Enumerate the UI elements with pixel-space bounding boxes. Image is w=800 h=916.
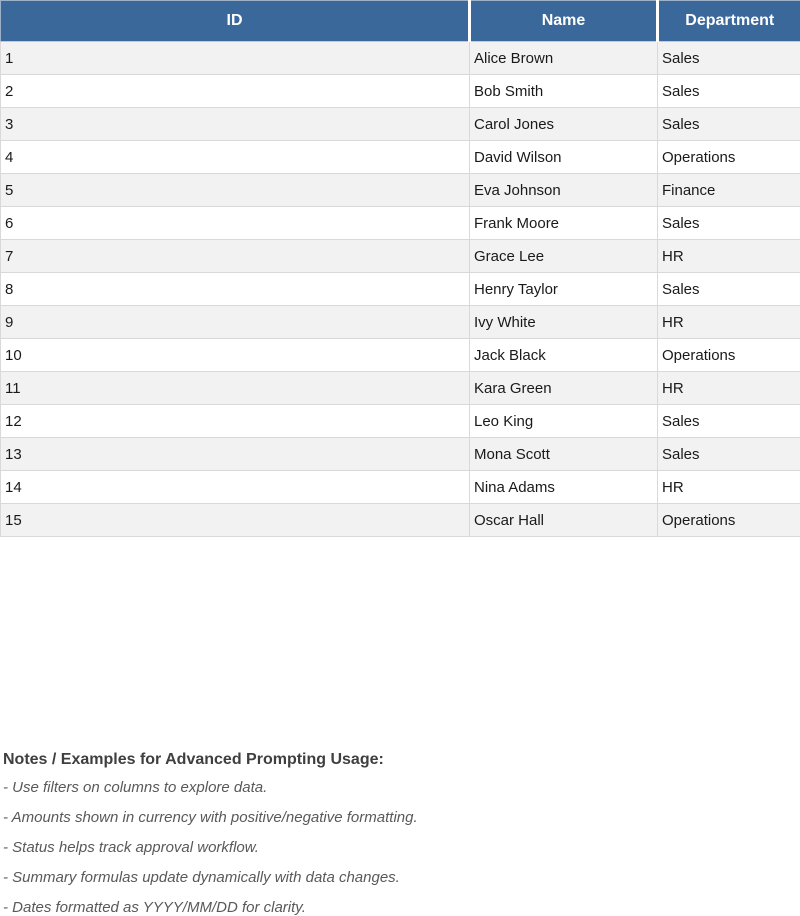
table-row [1,108,800,141]
table-row [1,306,800,339]
cell-department[interactable]: Sales [658,438,800,471]
table-header [1,1,800,42]
table-row [1,75,800,108]
cell-name[interactable]: Jack Black [470,339,658,372]
header-row [1,1,800,42]
notes-section [0,750,800,916]
cell-name[interactable]: Eva Johnson [470,174,658,207]
table-row [1,504,800,537]
cell-name[interactable]: Mona Scott [470,438,658,471]
cell-name[interactable]: Nina Adams [470,471,658,504]
cell-name[interactable]: Leo King [470,405,658,438]
cell-department[interactable]: Sales [658,42,800,75]
cell-department[interactable]: Sales [658,405,800,438]
table-row [1,438,800,471]
table-row [1,207,800,240]
cell-department[interactable]: HR [658,306,800,339]
cell-department[interactable]: Finance [658,174,800,207]
cell-id[interactable]: 10 [1,339,470,372]
note-line: - Status helps track approval workflow. [3,839,259,856]
cell-department[interactable]: Sales [658,207,800,240]
note-line: - Summary formulas update dynamically with data changes. [3,869,400,886]
table-body [1,42,800,537]
table-row [1,240,800,273]
cell-name[interactable]: Grace Lee [470,240,658,273]
cell-id[interactable]: 2 [1,75,470,108]
table-row [1,273,800,306]
notes-heading: Notes / Examples for Advanced Prompting Usage: [3,751,384,768]
cell-department[interactable]: Sales [658,108,800,141]
cell-id[interactable]: 12 [1,405,470,438]
cell-id[interactable]: 3 [1,108,470,141]
cell-id[interactable]: 13 [1,438,470,471]
column-header-name[interactable]: Name [470,1,658,42]
cell-department[interactable]: HR [658,471,800,504]
cell-department[interactable]: Operations [658,141,800,174]
cell-name[interactable]: Frank Moore [470,207,658,240]
column-header-department[interactable]: Department [658,1,800,42]
cell-department[interactable]: HR [658,372,800,405]
note-line: - Use filters on columns to explore data. [3,779,268,796]
table-row [1,174,800,207]
cell-department[interactable]: Sales [658,75,800,108]
table-row [1,42,800,75]
cell-id[interactable]: 7 [1,240,470,273]
cell-name[interactable]: Oscar Hall [470,504,658,537]
table-row [1,405,800,438]
cell-department[interactable]: Sales [658,273,800,306]
column-header-id[interactable]: ID [1,1,470,42]
table-row [1,339,800,372]
cell-name[interactable]: Henry Taylor [470,273,658,306]
table-row [1,471,800,504]
cell-id[interactable]: 1 [1,42,470,75]
cell-name[interactable]: Kara Green [470,372,658,405]
cell-id[interactable]: 9 [1,306,470,339]
note-line: - Dates formatted as YYYY/MM/DD for clarity. [3,899,306,916]
cell-id[interactable]: 4 [1,141,470,174]
cell-id[interactable]: 6 [1,207,470,240]
cell-name[interactable]: Bob Smith [470,75,658,108]
table-row [1,141,800,174]
cell-department[interactable]: Operations [658,339,800,372]
cell-id[interactable]: 14 [1,471,470,504]
cell-id[interactable]: 5 [1,174,470,207]
cell-name[interactable]: Carol Jones [470,108,658,141]
cell-id[interactable]: 11 [1,372,470,405]
cell-id[interactable]: 8 [1,273,470,306]
cell-department[interactable]: HR [658,240,800,273]
note-line: - Amounts shown in currency with positive/negative formatting. [3,809,418,826]
cell-name[interactable]: David Wilson [470,141,658,174]
cell-name[interactable]: Ivy White [470,306,658,339]
cell-id[interactable]: 15 [1,504,470,537]
table-row [1,372,800,405]
cell-department[interactable]: Operations [658,504,800,537]
cell-name[interactable]: Alice Brown [470,42,658,75]
